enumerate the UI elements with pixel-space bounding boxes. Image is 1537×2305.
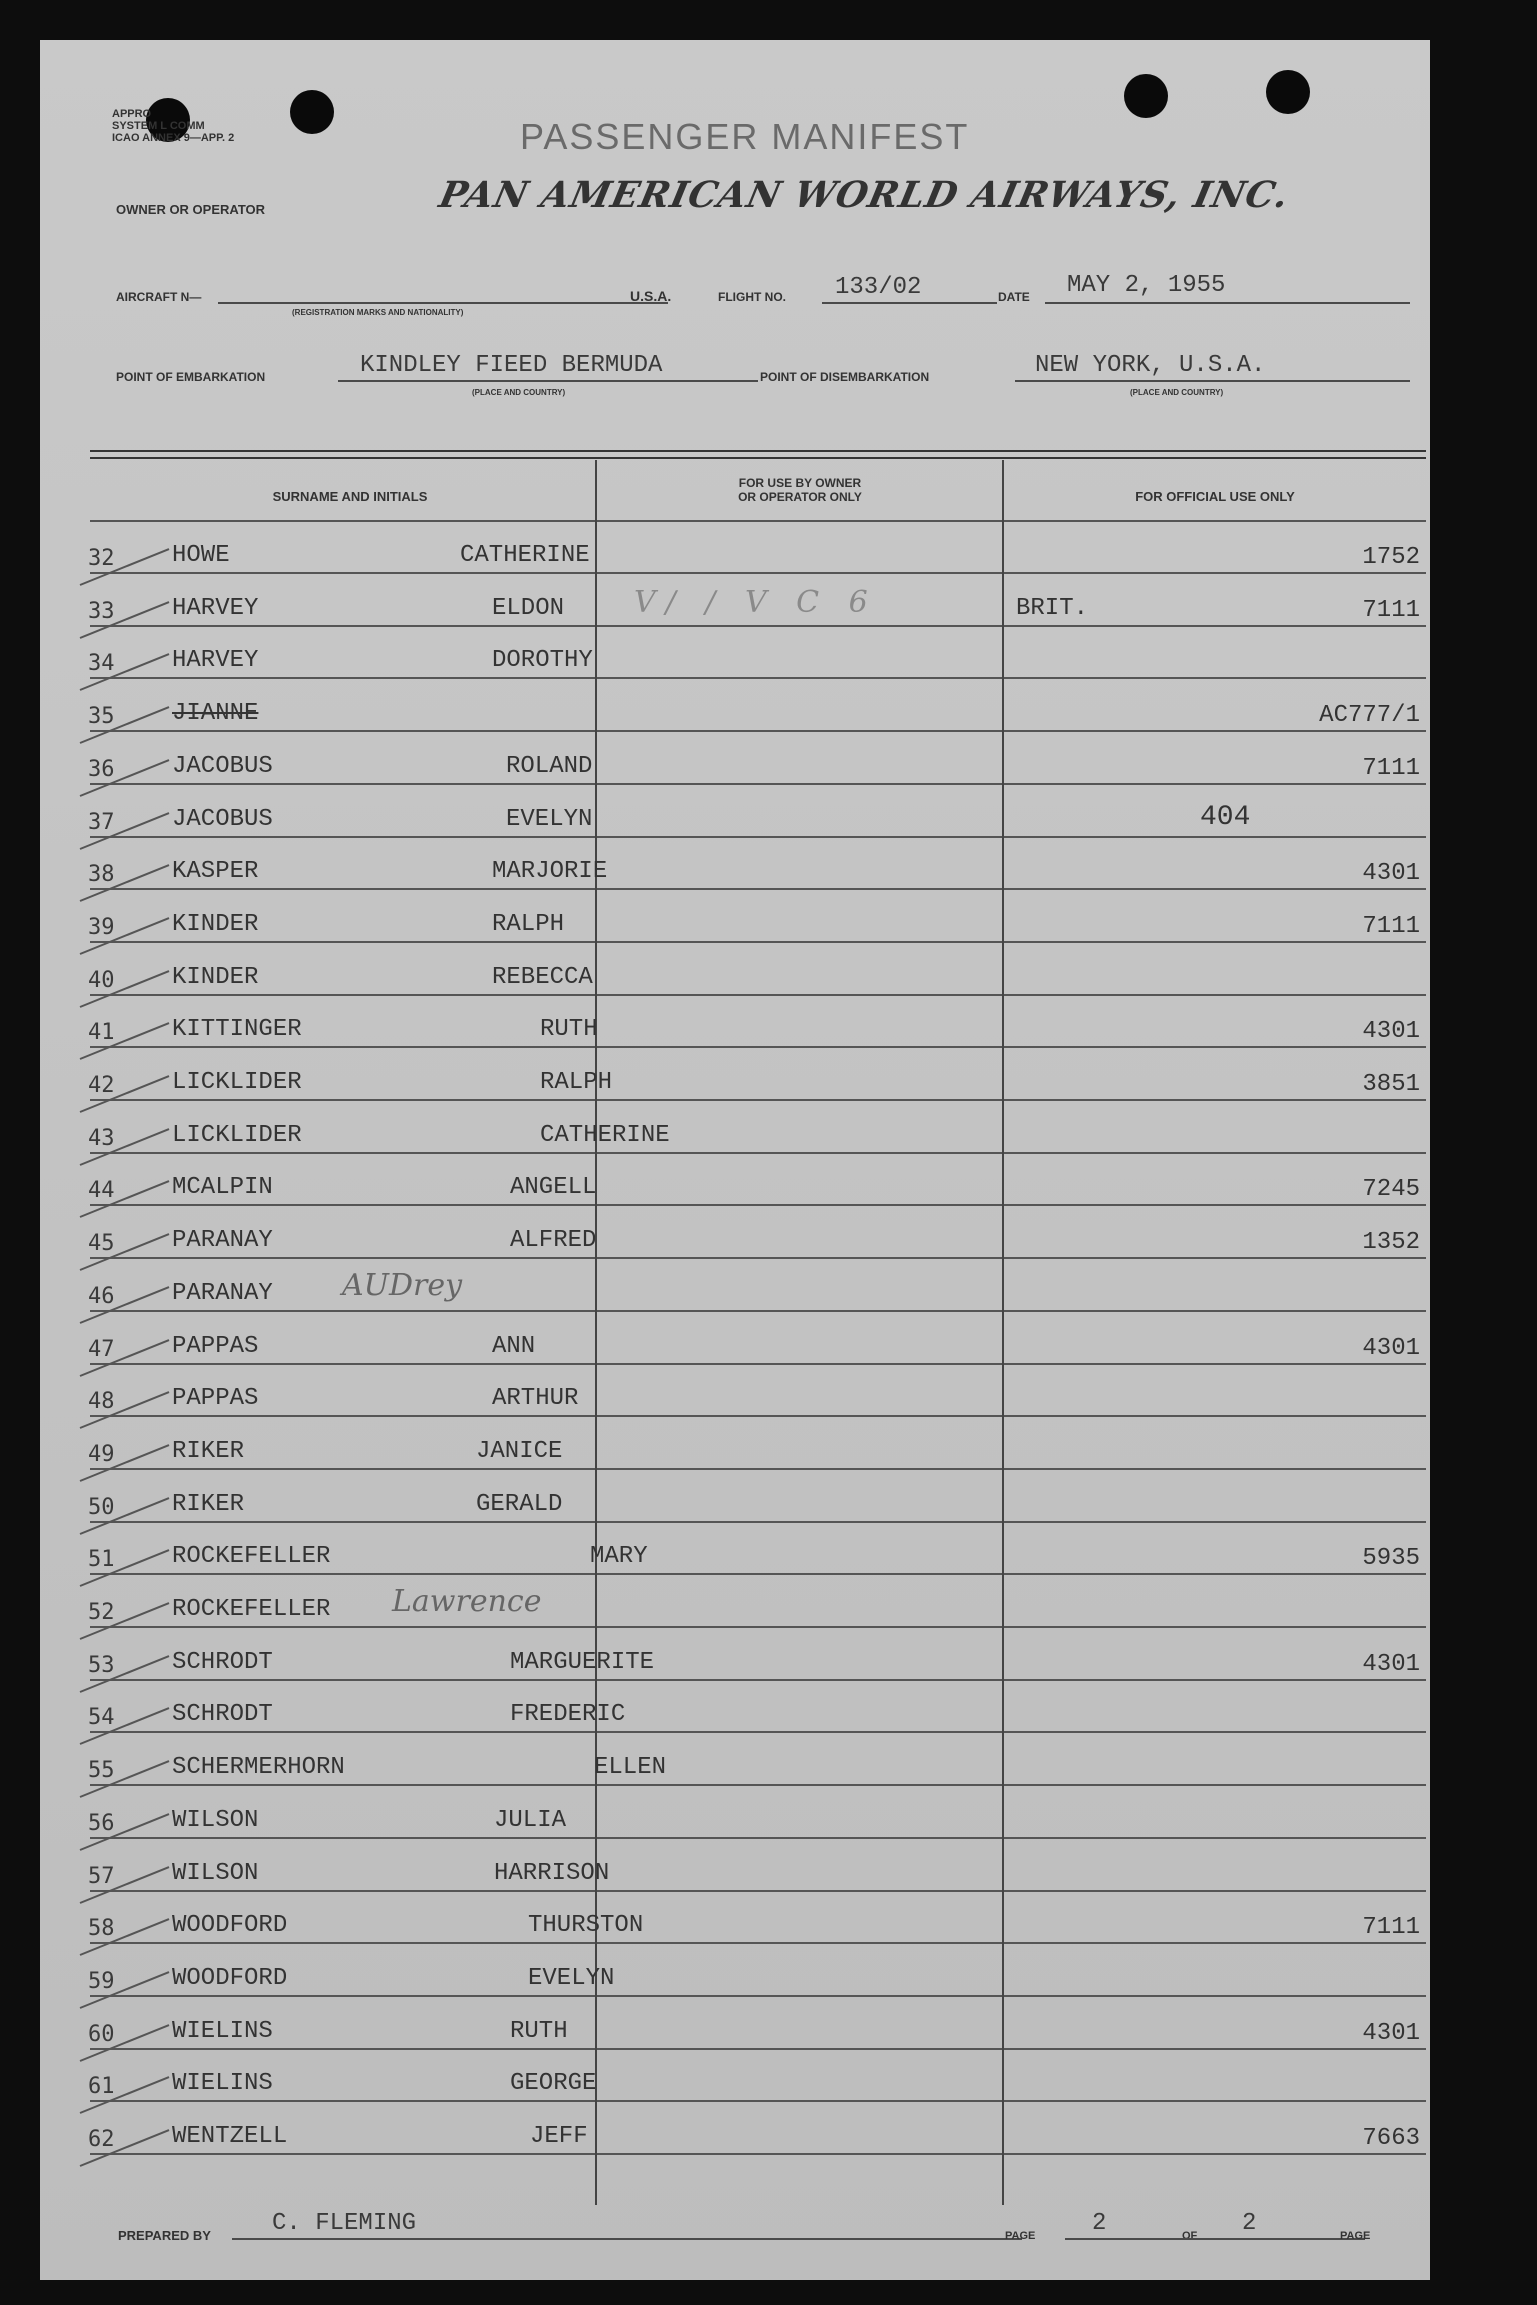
passenger-surname: SCHRODT <box>172 1649 273 1676</box>
passenger-given-name: JULIA <box>494 1807 567 1834</box>
passenger-surname: WIELINS <box>172 2070 273 2097</box>
row-underline <box>1004 625 1426 627</box>
row-number: 58 <box>88 1916 115 1941</box>
row-underline <box>1004 1204 1426 1206</box>
row-underline <box>90 1731 595 1733</box>
row-underline <box>90 2153 595 2155</box>
row-underline <box>1004 1310 1426 1312</box>
row-underline <box>90 1099 595 1101</box>
row-number: 36 <box>88 757 115 782</box>
row-underline <box>1004 1784 1426 1786</box>
official-code: 7245 <box>1362 1176 1420 1203</box>
row-underline <box>1004 994 1426 996</box>
passenger-given-name: MARGUERITE <box>510 1649 655 1676</box>
row-underline <box>90 783 595 785</box>
passenger-given-name: EVELYN <box>506 806 593 833</box>
row-number: 37 <box>88 810 115 835</box>
passenger-given-name: MARY <box>590 1543 648 1570</box>
row-underline <box>597 677 1002 679</box>
flight-number: 133/02 <box>835 274 922 301</box>
official-code: 4301 <box>1362 1651 1420 1678</box>
row-underline <box>1004 1837 1426 1839</box>
passenger-surname: WILSON <box>172 1807 259 1834</box>
row-underline <box>90 1626 595 1628</box>
passenger-given-name: HARRISON <box>494 1860 610 1887</box>
passenger-surname: LICKLIDER <box>172 1122 302 1149</box>
official-code: 7111 <box>1362 755 1420 782</box>
date-line <box>1045 302 1410 304</box>
passenger-surname: HOWE <box>172 542 230 569</box>
flight-label: FLIGHT NO. <box>718 290 786 304</box>
passenger-given-name: JEFF <box>530 2123 588 2150</box>
row-underline <box>597 1152 1002 1154</box>
aircraft-label: AIRCRAFT N— <box>116 290 202 304</box>
row-number: 62 <box>88 2127 115 2152</box>
punch-hole <box>1124 74 1168 118</box>
prepared-label: PREPARED BY <box>118 2228 211 2243</box>
passenger-given-name: DOROTHY <box>492 647 593 674</box>
table-top-rule <box>90 450 1426 459</box>
passenger-surname: PARANAY <box>172 1227 273 1254</box>
passenger-given-name: RUTH <box>510 2018 568 2045</box>
row-underline <box>1004 1679 1426 1681</box>
row-number: 60 <box>88 2022 115 2047</box>
row-underline <box>90 730 595 732</box>
passenger-surname: ROCKEFELLER <box>172 1543 331 1570</box>
row-number: 52 <box>88 1600 115 1625</box>
date-label: DATE <box>998 290 1030 304</box>
prepared-by: C. FLEMING <box>272 2210 417 2237</box>
row-underline <box>1004 572 1426 574</box>
row-underline <box>1004 1995 1426 1997</box>
passenger-surname: WOODFORD <box>172 1965 288 1992</box>
row-underline <box>597 783 1002 785</box>
row-underline <box>1004 1468 1426 1470</box>
passenger-surname: JACOBUS <box>172 753 273 780</box>
page-line <box>1065 2238 1365 2240</box>
passenger-given-name: THURSTON <box>528 1912 644 1939</box>
passenger-surname: JIANNE <box>172 700 259 727</box>
row-number: 47 <box>88 1337 115 1362</box>
official-code: 3851 <box>1362 1071 1420 1098</box>
row-underline <box>597 941 1002 943</box>
row-underline <box>1004 730 1426 732</box>
row-underline <box>90 1995 595 1997</box>
official-code: 7111 <box>1362 597 1420 624</box>
embarkation-label: POINT OF EMBARKATION <box>116 370 266 384</box>
passenger-given-name: REBECCA <box>492 964 593 991</box>
row-underline <box>1004 2048 1426 2050</box>
row-underline <box>597 1731 1002 1733</box>
surname-column-header: SURNAME AND INITIALS <box>272 489 428 504</box>
owner-note: V/ / V C 6 <box>634 585 878 620</box>
row-underline <box>90 625 595 627</box>
disembarkation-label: POINT OF DISEMBARKATION <box>760 370 930 384</box>
header-underline <box>1004 520 1426 522</box>
row-underline <box>90 1521 595 1523</box>
row-underline <box>597 1257 1002 1259</box>
embarkation-line <box>338 380 758 382</box>
row-underline <box>90 1415 595 1417</box>
official-code: 4301 <box>1362 2020 1420 2047</box>
header-underline <box>90 520 595 522</box>
page-suffix: PAGE <box>1340 2230 1371 2242</box>
row-underline <box>90 1204 595 1206</box>
row-underline <box>597 1837 1002 1839</box>
row-number: 46 <box>88 1284 115 1309</box>
passenger-surname: SCHRODT <box>172 1701 273 1728</box>
passenger-given-name: EVELYN <box>528 1965 615 1992</box>
row-number: 49 <box>88 1442 115 1467</box>
row-underline <box>597 730 1002 732</box>
total-pages: 2 <box>1242 2210 1257 2237</box>
row-underline <box>1004 1731 1426 1733</box>
row-underline <box>90 2048 595 2050</box>
approval-stamp: APPRO SYSTEM L COMM ICAO ANNEX 9—APP. 2 <box>112 108 235 144</box>
row-number: 57 <box>88 1864 115 1889</box>
punch-hole <box>1266 70 1310 114</box>
disembarkation-point: NEW YORK, U.S.A. <box>1035 352 1266 379</box>
row-underline <box>1004 1152 1426 1154</box>
passenger-given-name: RALPH <box>492 911 565 938</box>
row-underline <box>1004 1257 1426 1259</box>
passenger-given-name: ANN <box>492 1333 536 1360</box>
row-number: 32 <box>88 546 115 571</box>
row-underline <box>1004 1363 1426 1365</box>
row-underline <box>1004 1046 1426 1048</box>
passenger-surname: PAPPAS <box>172 1385 259 1412</box>
passenger-given-name: ARTHUR <box>492 1385 579 1412</box>
passenger-given-name: ELDON <box>492 595 565 622</box>
row-underline <box>597 625 1002 627</box>
row-number: 51 <box>88 1547 115 1572</box>
header-underline <box>597 520 1002 522</box>
row-underline <box>1004 677 1426 679</box>
passenger-given-name: FREDERIC <box>510 1701 626 1728</box>
row-underline <box>90 1257 595 1259</box>
row-number: 50 <box>88 1495 115 1520</box>
row-underline <box>597 1310 1002 1312</box>
passenger-surname: MCALPIN <box>172 1174 273 1201</box>
row-underline <box>90 1573 595 1575</box>
official-code: AC777/1 <box>1319 702 1420 729</box>
passenger-given-name: CATHERINE <box>540 1122 670 1149</box>
nationality: BRIT. <box>1016 595 1089 622</box>
row-underline <box>90 1310 595 1312</box>
prepared-line <box>232 2238 1022 2240</box>
passenger-surname: PARANAY <box>172 1280 273 1307</box>
handwritten-given-name: AUDrey <box>342 1268 463 1303</box>
disembarkation-line <box>1015 380 1410 382</box>
row-underline <box>90 941 595 943</box>
passenger-surname: KINDER <box>172 964 259 991</box>
row-underline <box>1004 783 1426 785</box>
owner-label: OWNER OR OPERATOR <box>116 202 266 217</box>
row-underline <box>1004 1415 1426 1417</box>
row-number: 59 <box>88 1969 115 1994</box>
row-underline <box>1004 888 1426 890</box>
page-title: PASSENGER MANIFEST <box>520 116 970 157</box>
passenger-given-name: ROLAND <box>506 753 593 780</box>
row-number: 38 <box>88 862 115 887</box>
row-underline <box>90 888 595 890</box>
passenger-surname: WOODFORD <box>172 1912 288 1939</box>
official-use-column-header: FOR OFFICIAL USE ONLY <box>1135 489 1295 504</box>
row-underline <box>1004 1942 1426 1944</box>
row-underline <box>597 1942 1002 1944</box>
row-underline <box>597 1099 1002 1101</box>
passenger-surname: KINDER <box>172 911 259 938</box>
handwritten-given-name: Lawrence <box>392 1584 542 1619</box>
manifest-sheet <box>40 40 1430 2280</box>
row-underline <box>1004 1626 1426 1628</box>
row-number: 44 <box>88 1178 115 1203</box>
row-number: 35 <box>88 704 115 729</box>
row-underline <box>597 994 1002 996</box>
row-underline <box>90 677 595 679</box>
row-number: 54 <box>88 1705 115 1730</box>
row-number: 56 <box>88 1811 115 1836</box>
official-code: 4301 <box>1362 1335 1420 1362</box>
row-underline <box>1004 836 1426 838</box>
passenger-surname: LICKLIDER <box>172 1069 302 1096</box>
row-underline <box>597 2048 1002 2050</box>
row-underline <box>597 572 1002 574</box>
passenger-surname: RIKER <box>172 1491 245 1518</box>
row-number: 39 <box>88 915 115 940</box>
operator-name: PAN AMERICAN WORLD AIRWAYS, INC. <box>435 174 1294 216</box>
passenger-surname: ROCKEFELLER <box>172 1596 331 1623</box>
embarkation-place-note: (PLACE AND COUNTRY) <box>472 388 566 397</box>
row-underline <box>90 2100 595 2102</box>
passenger-surname: WIELINS <box>172 2018 273 2045</box>
row-number: 41 <box>88 1020 115 1045</box>
row-underline <box>597 1415 1002 1417</box>
passenger-surname: WILSON <box>172 1860 259 1887</box>
row-underline <box>90 1152 595 1154</box>
official-code: 7111 <box>1362 913 1420 940</box>
registration-note: (REGISTRATION MARKS AND NATIONALITY) <box>292 308 464 317</box>
row-underline <box>597 1890 1002 1892</box>
row-number: 40 <box>88 968 115 993</box>
passenger-surname: PAPPAS <box>172 1333 259 1360</box>
row-number: 61 <box>88 2074 115 2099</box>
passenger-surname: RIKER <box>172 1438 245 1465</box>
row-number: 43 <box>88 1126 115 1151</box>
row-number: 45 <box>88 1231 115 1256</box>
passenger-given-name: JANICE <box>476 1438 563 1465</box>
row-underline <box>597 836 1002 838</box>
page-label: PAGE <box>1005 2230 1036 2242</box>
row-underline <box>1004 2153 1426 2155</box>
row-number: 55 <box>88 1758 115 1783</box>
page-number: 2 <box>1092 2210 1107 2237</box>
row-underline <box>1004 1521 1426 1523</box>
row-number: 53 <box>88 1653 115 1678</box>
row-underline <box>597 1679 1002 1681</box>
official-code: 4301 <box>1362 1018 1420 1045</box>
row-underline <box>90 1890 595 1892</box>
passenger-surname: HARVEY <box>172 647 259 674</box>
row-underline <box>597 1521 1002 1523</box>
of-label: OF <box>1182 2230 1198 2242</box>
row-underline <box>597 1363 1002 1365</box>
row-number: 42 <box>88 1073 115 1098</box>
flight-line <box>822 302 997 304</box>
owner-use-column-header: FOR USE BY OWNER OR OPERATOR ONLY <box>738 476 862 504</box>
passenger-given-name: ALFRED <box>510 1227 597 1254</box>
flight-date: MAY 2, 1955 <box>1067 272 1226 299</box>
official-code: 4301 <box>1362 860 1420 887</box>
row-underline <box>90 836 595 838</box>
row-underline <box>1004 1890 1426 1892</box>
passenger-given-name: GERALD <box>476 1491 563 1518</box>
row-underline <box>597 1784 1002 1786</box>
passenger-surname: KASPER <box>172 858 259 885</box>
row-underline <box>597 1046 1002 1048</box>
row-underline <box>90 1942 595 1944</box>
official-code: 7111 <box>1362 1914 1420 1941</box>
row-underline <box>597 1995 1002 1997</box>
row-underline <box>90 572 595 574</box>
row-number: 48 <box>88 1389 115 1414</box>
row-underline <box>90 1679 595 1681</box>
passenger-surname: SCHERMERHORN <box>172 1754 345 1781</box>
passenger-given-name: RALPH <box>540 1069 613 1096</box>
row-underline <box>597 1468 1002 1470</box>
embarkation-point: KINDLEY FIEED BERMUDA <box>360 352 663 379</box>
row-underline <box>1004 1099 1426 1101</box>
aircraft-line <box>218 302 668 304</box>
official-code: 1752 <box>1362 544 1420 571</box>
row-underline <box>597 1573 1002 1575</box>
disembarkation-place-note: (PLACE AND COUNTRY) <box>1130 388 1224 397</box>
passenger-given-name: MARJORIE <box>492 858 608 885</box>
row-underline <box>1004 941 1426 943</box>
passenger-surname: KITTINGER <box>172 1016 302 1043</box>
official-code: 5935 <box>1362 1545 1420 1572</box>
passenger-given-name: GEORGE <box>510 2070 597 2097</box>
row-underline <box>597 2100 1002 2102</box>
row-underline <box>90 1046 595 1048</box>
official-code: 7663 <box>1362 2125 1420 2152</box>
passenger-given-name: CATHERINE <box>460 542 590 569</box>
row-underline <box>1004 2100 1426 2102</box>
passenger-surname: WENTZELL <box>172 2123 288 2150</box>
row-underline <box>90 1784 595 1786</box>
row-underline <box>1004 1573 1426 1575</box>
row-underline <box>90 1363 595 1365</box>
official-code: 1352 <box>1362 1229 1420 1256</box>
official-note: 404 <box>1200 802 1251 833</box>
row-underline <box>597 1626 1002 1628</box>
passenger-surname: HARVEY <box>172 595 259 622</box>
row-underline <box>90 994 595 996</box>
country-code: U.S.A. <box>630 288 672 304</box>
row-number: 33 <box>88 599 115 624</box>
row-number: 34 <box>88 651 115 676</box>
row-underline <box>597 2153 1002 2155</box>
passenger-given-name: ANGELL <box>510 1174 597 1201</box>
row-underline <box>90 1837 595 1839</box>
row-underline <box>90 1468 595 1470</box>
passenger-given-name: RUTH <box>540 1016 598 1043</box>
passenger-given-name: ELLEN <box>594 1754 667 1781</box>
row-underline <box>597 1204 1002 1206</box>
punch-hole <box>290 90 334 134</box>
row-underline <box>597 888 1002 890</box>
passenger-surname: JACOBUS <box>172 806 273 833</box>
